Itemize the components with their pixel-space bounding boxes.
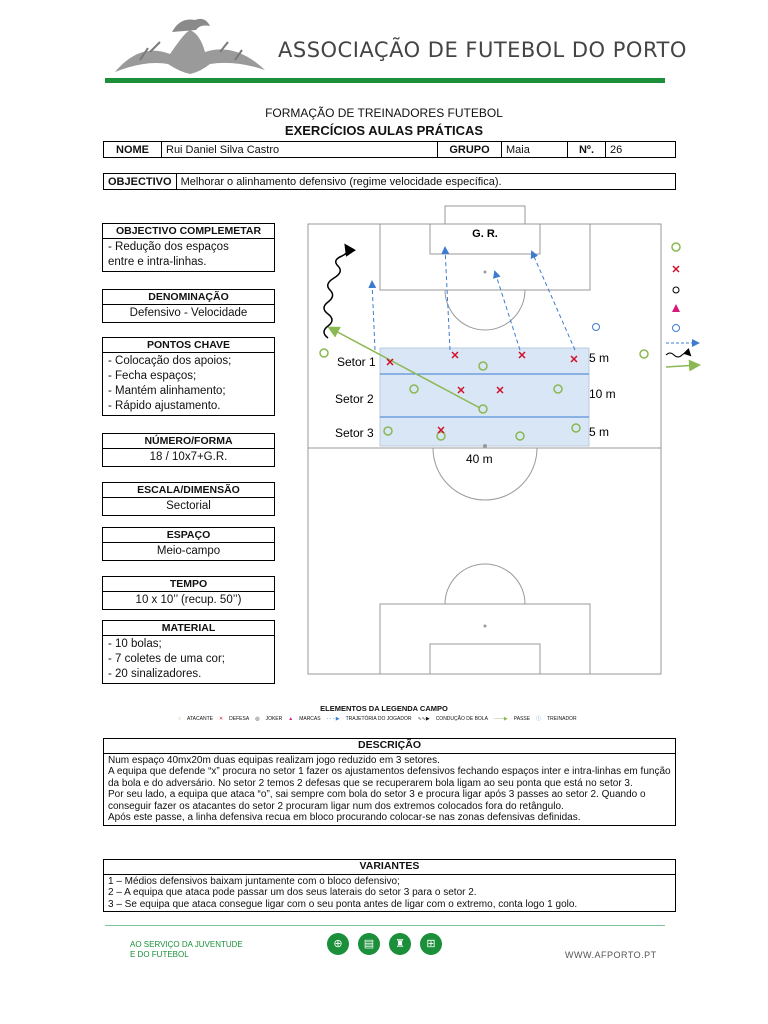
objectivo-label: OBJECTIVO	[104, 174, 177, 190]
distance-10m: 10 m	[589, 387, 616, 401]
coach-marker	[593, 324, 600, 331]
grupo-label: GRUPO	[438, 142, 502, 158]
trajectory-arrow	[495, 272, 520, 350]
box-body	[103, 353, 274, 415]
box-header: ESPAÇO	[103, 528, 274, 543]
legend-joker-icon	[673, 287, 679, 293]
attacker-icon: ○	[178, 715, 182, 722]
variante-1: 1 – Médios defensivos baixam juntamente com o bloco defensivo;	[108, 875, 400, 887]
globe-icon: ⊕	[327, 933, 349, 955]
trajectory-arrow	[372, 282, 375, 350]
legend-joker: JOKER	[265, 715, 283, 722]
legend-coach-icon	[673, 325, 680, 332]
association-title: ASSOCIAÇÃO DE FUTEBOL DO PORTO	[278, 38, 687, 62]
line: - 10 bolas;	[108, 638, 162, 650]
descricao-body	[104, 754, 675, 825]
box-body	[103, 636, 274, 683]
distance-5m-bottom: 5 m	[589, 425, 610, 439]
box-body: 10 x 10’’ (recup. 50’’)	[135, 594, 242, 606]
descricao-p3: Por seu lado, a equipa que ataca “o”, sai sempre com bola do setor 3 e procura ligar após 3 passes ao setor 2. Quando o conseguir fazer os atacantes do setor 2 procuram ligar num dos extremos colocados fora do retângulo.	[108, 789, 646, 812]
legend-row	[178, 715, 577, 722]
joker-icon: ◎	[255, 715, 260, 722]
legend-trajetoria: TRAJETÓRIA DO JOGADOR	[345, 715, 412, 722]
objectivo-table	[103, 173, 676, 190]
marker-icon: ▲	[288, 715, 294, 722]
variantes-box	[103, 859, 676, 912]
field-diagram	[300, 200, 720, 690]
footer-url: WWW.AFPORTO.PT	[565, 950, 657, 960]
dribble-arrow	[324, 246, 347, 338]
coach-icon: ⓘ	[536, 716, 542, 722]
descricao-box	[103, 738, 676, 826]
dribble-icon: ∿∿▶	[417, 715, 430, 722]
legend-attacker-icon	[672, 243, 680, 251]
line: - Mantém alinhamento;	[108, 385, 226, 397]
box-header: OBJECTIVO COMPLEMETAR	[103, 224, 274, 239]
escala-box	[102, 482, 275, 516]
header-divider	[105, 78, 665, 83]
line: - Redução dos espaços	[108, 241, 229, 253]
box-body: Defensivo - Velocidade	[129, 307, 248, 319]
legend-defesa: DEFESA	[229, 715, 250, 722]
denominacao-box	[102, 289, 275, 323]
nome-label: NOME	[104, 142, 162, 158]
footer-divider	[105, 925, 665, 926]
penalty-box-bottom	[380, 604, 590, 674]
slogan-line: AO SERVIÇO DA JUVENTUDE	[130, 940, 243, 949]
line: - 20 sinalizadores.	[108, 668, 202, 680]
legend-defender-icon	[673, 266, 679, 272]
box-body: 18 / 10x7+G.R.	[149, 451, 228, 463]
descricao-p4: Após este passe, a linha defensiva recua em bloco procurando colocar-se nas zonas defensivas definidas.	[108, 812, 581, 823]
descricao-header: DESCRIÇÃO	[104, 739, 675, 754]
box-header: DENOMINAÇÃO	[103, 290, 274, 305]
dragon-logo-icon	[110, 12, 270, 78]
legend-treinador: TREINADOR	[547, 715, 577, 722]
course-title: FORMAÇÃO DE TREINADORES FUTEBOL	[265, 106, 503, 120]
attacker-marker	[320, 349, 328, 357]
legend-conducao: CONDUÇÃO DE BOLA	[435, 715, 488, 722]
nome-value: Rui Daniel Silva Castro	[162, 142, 438, 158]
pass-icon: ——▶	[493, 715, 508, 722]
goal-top	[445, 206, 525, 224]
gr-label: G. R.	[472, 228, 498, 240]
footer-icons	[327, 933, 442, 955]
defender-icon: ✕	[218, 715, 224, 722]
box-body: Sectorial	[166, 500, 211, 512]
line: entre e intra-linhas.	[108, 256, 207, 268]
pitch-outline	[308, 224, 661, 674]
espaco-box	[102, 527, 275, 561]
descricao-p1: Num espaço 40mx20m duas equipas realizam jogo reduzido em 3 setores.	[108, 754, 440, 766]
descricao-p2: A equipa que defende “x” procura no setor 1 fazer os ajustamentos defensivos fechando espaços inter e intra-linhas em função da bola e do adversário. No setor 2 temos 2 defesas que se recuperarem bola ligam ao seu ponta que está no setor 3.	[108, 766, 671, 789]
width-40m: 40 m	[466, 452, 493, 466]
objectivo-complementar-box	[102, 223, 275, 272]
slogan-line: E DO FUTEBOL	[130, 950, 189, 959]
box-body	[103, 239, 274, 271]
goal-area-bottom	[430, 644, 540, 674]
trajectory-icon: - - - ▶	[326, 715, 340, 722]
setor2-label: Setor 2	[335, 392, 374, 406]
footer-slogan	[130, 940, 243, 960]
pontos-chave-box	[102, 337, 275, 416]
line: - Colocação dos apoios;	[108, 355, 232, 367]
info-table	[103, 141, 676, 158]
line: - Rápido ajustamento.	[108, 400, 221, 412]
distance-5m-top: 5 m	[589, 351, 610, 365]
box-header: PONTOS CHAVE	[103, 338, 274, 353]
legend-title: ELEMENTOS DA LEGENDA CAMPO	[320, 704, 448, 713]
box-body: Meio-campo	[156, 545, 221, 557]
pitch-icon: ⊞	[420, 933, 442, 955]
grupo-value: Maia	[502, 142, 568, 158]
exercise-title: EXERCÍCIOS AULAS PRÁTICAS	[284, 123, 484, 138]
legend-marcas: MARCAS	[299, 715, 321, 722]
variante-2: 2 – A equipa que ataca pode passar um dos seus laterais do setor 3 para o setor 2.	[108, 887, 477, 898]
num-value: 26	[606, 142, 676, 158]
box-header: MATERIAL	[103, 621, 274, 636]
legend-pass-icon	[666, 365, 698, 367]
line: - 7 coletes de uma cor;	[108, 653, 225, 665]
objectivo-value: Melhorar o alinhamento defensivo (regime velocidade específica).	[176, 174, 675, 190]
tempo-box	[102, 576, 275, 610]
attacker-marker	[640, 350, 648, 358]
legend-marker-icon	[672, 304, 680, 312]
variante-3: 3 – Se equipa que ataca consegue ligar com o seu ponta antes de ligar com o extremo, conta logo 1 golo.	[108, 898, 578, 910]
box-header: ESCALA/DIMENSÃO	[103, 483, 274, 498]
numero-forma-box	[102, 433, 275, 467]
line: - Fecha espaços;	[108, 370, 197, 382]
box-header: TEMPO	[103, 577, 274, 592]
variantes-body	[104, 875, 675, 912]
material-box	[102, 620, 275, 684]
box-header: NÚMERO/FORMA	[103, 434, 274, 449]
legend-dribble-icon	[666, 353, 690, 357]
document-icon: ▤	[358, 933, 380, 955]
setor3-label: Setor 3	[335, 426, 374, 440]
trophy-icon: ♜	[389, 933, 411, 955]
variantes-header: VARIANTES	[104, 860, 675, 875]
num-label: Nº.	[568, 142, 606, 158]
setor1-label: Setor 1	[337, 355, 376, 369]
legend-atacante: ATACANTE	[187, 715, 213, 722]
legend-passe: PASSE	[513, 715, 531, 722]
trajectory-arrow	[532, 252, 575, 350]
